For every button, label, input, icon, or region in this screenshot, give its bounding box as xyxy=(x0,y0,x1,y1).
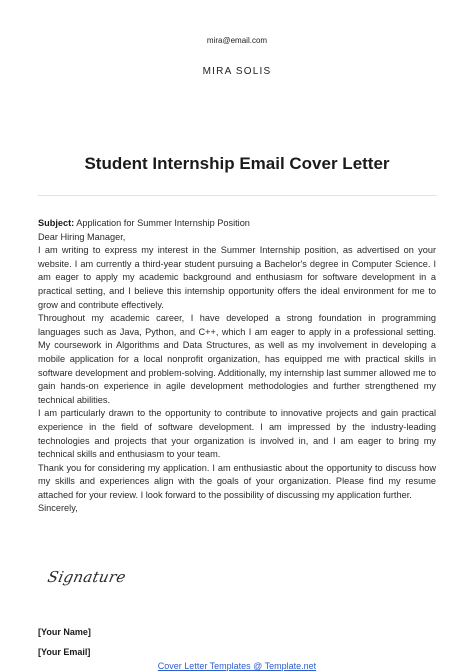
footer-link[interactable]: Cover Letter Templates @ Template.net xyxy=(157,661,317,671)
subject-line xyxy=(38,217,436,231)
your-email-placeholder: [Your Email] xyxy=(38,647,91,657)
page-title: Student Internship Email Cover Letter xyxy=(84,154,390,173)
paragraph-intro: I am writing to express my interest in the Summer Internship position, as advertised on your website. I am currently a third-year student pursuing a Bachelor's degree in Computer Science. I am eager to apply my academic background and enthusiasm for software development in a practical setting, and I believe this internship opportunity offers the ideal environment for me to grow and contribute effectively. xyxy=(38,245,436,310)
paragraph-motivation: I am particularly drawn to the opportunity to contribute to innovative projects and gain practical experience in the field of software development. I am impressed by the industry-leading technologies and projects that your organization is involved in, and I am eager to bring my technical skills and enthusiasm to your team. xyxy=(38,408,436,460)
subject-label: Subject: xyxy=(38,218,75,228)
closing: Sincerely, xyxy=(38,503,78,514)
sender-email: mira@email.com xyxy=(206,36,268,45)
title-divider xyxy=(38,195,437,196)
paragraph-experience: Throughout my academic career, I have developed a strong foundation in programming languages such as Java, Python, and C++, which I am eager to apply in a professional setting. My coursework in Algorithms and Data Structures, as well as my involvement in developing a mobile application for a local nonprofit organization, has equipped me with practical skills in software development and problem-solving. Additionally, my internship last summer allowed me to gain hands-on experience in agile development methodologies and further strengthened my technical abilities. xyxy=(38,313,436,405)
signature: Signature xyxy=(46,568,128,586)
letter-body xyxy=(38,217,436,516)
sender-name: MIRA SOLIS xyxy=(202,66,272,77)
subject-text: Application for Summer Internship Position xyxy=(74,218,250,228)
your-name-placeholder: [Your Name] xyxy=(38,627,91,637)
greeting: Dear Hiring Manager, xyxy=(38,231,126,242)
paragraph-closing: Thank you for considering my application. I am enthusiastic about the opportunity to discuss how my skills and experiences align with the goals of your organization. Please find my resume attached for your review. I look forward to the possibility of discussing my application further. xyxy=(38,462,436,500)
